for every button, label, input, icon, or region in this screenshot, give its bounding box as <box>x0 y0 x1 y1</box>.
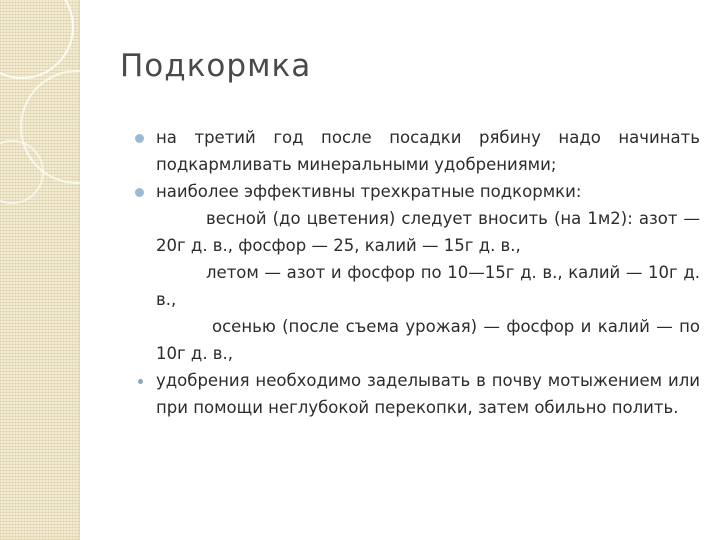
list-item <box>135 124 700 178</box>
list-item <box>135 178 700 205</box>
bullet-icon <box>138 379 143 384</box>
list-item <box>135 367 700 421</box>
list-item-text: на третий год после посадки рябину надо начинать подкармливать минеральными удобрениями; <box>156 128 700 174</box>
decorative-side-band <box>0 0 80 540</box>
sub-item-spring: весной (до цветения) следует вносить (на 1м2): азот — 20г д. в., фосфор — 25, калий — 15г д. в., <box>156 209 700 255</box>
sub-item-summer: летом — азот и фосфор по 10—15г д. в., калий — 10г д. в., <box>156 263 700 309</box>
list-item-text: наиболее эффективны трехкратные подкормки: <box>156 182 582 201</box>
slide-title: Подкормка <box>120 48 312 84</box>
bullet-list <box>135 124 700 421</box>
bullet-icon <box>135 188 144 197</box>
sub-item-autumn: осенью (после съема урожая) — фосфор и калий — по 10г д. в., <box>156 317 700 363</box>
list-item-text: удобрения необходимо заделывать в почву мотыжением или при помощи неглубокой перекопки, затем обильно полить. <box>156 371 700 417</box>
bullet-icon <box>135 134 144 143</box>
decorative-circle <box>0 0 74 79</box>
